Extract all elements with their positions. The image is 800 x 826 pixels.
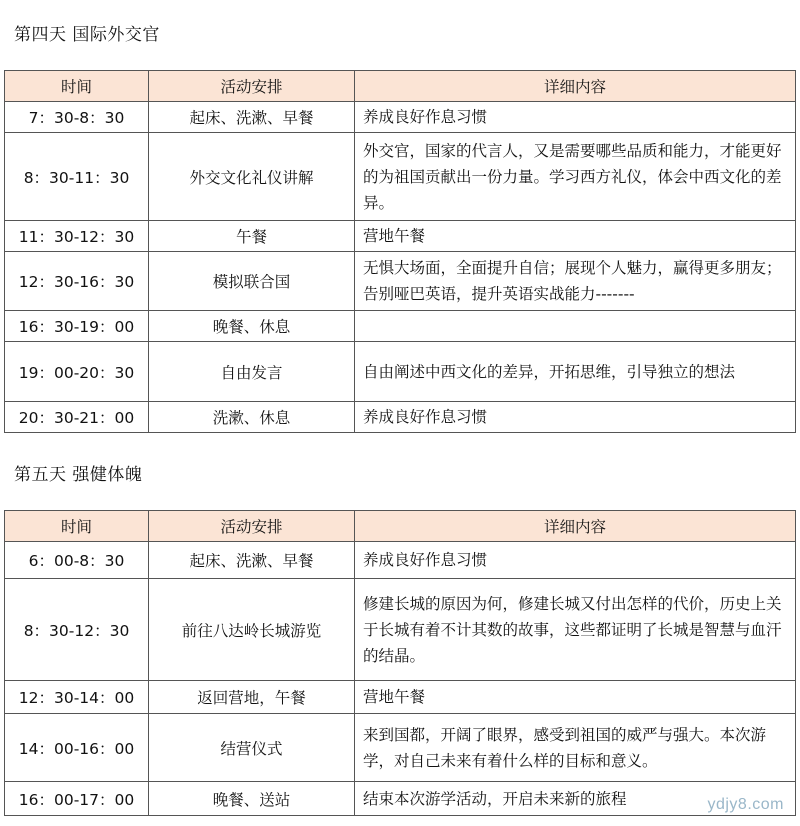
detail-cell: 自由阐述中西文化的差异，开拓思维，引导独立的想法: [355, 342, 796, 402]
day4-schedule-table: [4, 70, 796, 433]
detail-cell: 结束本次游学活动，开启未来新的旅程: [355, 782, 796, 816]
time-cell: 20：30-21：00: [5, 402, 149, 433]
activity-cell: 返回营地，午餐: [149, 681, 355, 714]
activity-cell: 起床、洗漱、早餐: [149, 542, 355, 579]
table-row: [5, 252, 796, 311]
table-header-row: [5, 511, 796, 542]
detail-cell: 养成良好作息习惯: [355, 542, 796, 579]
table-row: [5, 102, 796, 133]
day4-title: 第四天 国际外交官: [14, 25, 160, 45]
header-activity: 活动安排: [149, 511, 355, 542]
header-time: 时间: [5, 71, 149, 102]
detail-cell: 修建长城的原因为何，修建长城又付出怎样的代价，历史上关于长城有着不计其数的故事，这些都证明了长城是智慧与血汗的结晶。: [355, 579, 796, 681]
activity-cell: 午餐: [149, 221, 355, 252]
time-cell: 7：30-8：30: [5, 102, 149, 133]
table-row: [5, 681, 796, 714]
table-row: [5, 402, 796, 433]
activity-cell: 外交文化礼仪讲解: [149, 133, 355, 221]
detail-cell: 养成良好作息习惯: [355, 102, 796, 133]
time-cell: 8：30-12：30: [5, 579, 149, 681]
time-cell: 16：00-17：00: [5, 782, 149, 816]
header-detail: 详细内容: [355, 511, 796, 542]
activity-cell: 前往八达岭长城游览: [149, 579, 355, 681]
detail-cell: 无惧大场面，全面提升自信；展现个人魅力，赢得更多朋友；告别哑巴英语，提升英语实战能力-------: [355, 252, 796, 311]
activity-cell: 结营仪式: [149, 714, 355, 782]
detail-cell: 养成良好作息习惯: [355, 402, 796, 433]
header-time: 时间: [5, 511, 149, 542]
table-row: [5, 782, 796, 816]
activity-cell: 晚餐、休息: [149, 311, 355, 342]
table-row: [5, 542, 796, 579]
detail-cell: [355, 311, 796, 342]
time-cell: 11：30-12：30: [5, 221, 149, 252]
day5-title: 第五天 强健体魄: [14, 465, 143, 485]
activity-cell: 模拟联合国: [149, 252, 355, 311]
header-detail: 详细内容: [355, 71, 796, 102]
day5-schedule-table: [4, 510, 796, 816]
table-row: [5, 221, 796, 252]
detail-cell: 营地午餐: [355, 221, 796, 252]
activity-cell: 洗漱、休息: [149, 402, 355, 433]
time-cell: 12：30-14：00: [5, 681, 149, 714]
table-row: [5, 311, 796, 342]
activity-cell: 自由发言: [149, 342, 355, 402]
activity-cell: 起床、洗漱、早餐: [149, 102, 355, 133]
time-cell: 12：30-16：30: [5, 252, 149, 311]
detail-cell: 外交官，国家的代言人，又是需要哪些品质和能力，才能更好的为祖国贡献出一份力量。学习西方礼仪，体会中西文化的差异。: [355, 133, 796, 221]
detail-cell: 营地午餐: [355, 681, 796, 714]
site-watermark: ydjy8.com: [707, 796, 784, 813]
table-header-row: [5, 71, 796, 102]
detail-cell: 来到国都，开阔了眼界，感受到祖国的威严与强大。本次游学，对自己未来有着什么样的目标和意义。: [355, 714, 796, 782]
time-cell: 19：00-20：30: [5, 342, 149, 402]
time-cell: 8：30-11：30: [5, 133, 149, 221]
table-row: [5, 342, 796, 402]
activity-cell: 晚餐、送站: [149, 782, 355, 816]
header-activity: 活动安排: [149, 71, 355, 102]
table-row: [5, 579, 796, 681]
time-cell: 14：00-16：00: [5, 714, 149, 782]
time-cell: 16：30-19：00: [5, 311, 149, 342]
table-row: [5, 714, 796, 782]
table-row: [5, 133, 796, 221]
time-cell: 6：00-8：30: [5, 542, 149, 579]
